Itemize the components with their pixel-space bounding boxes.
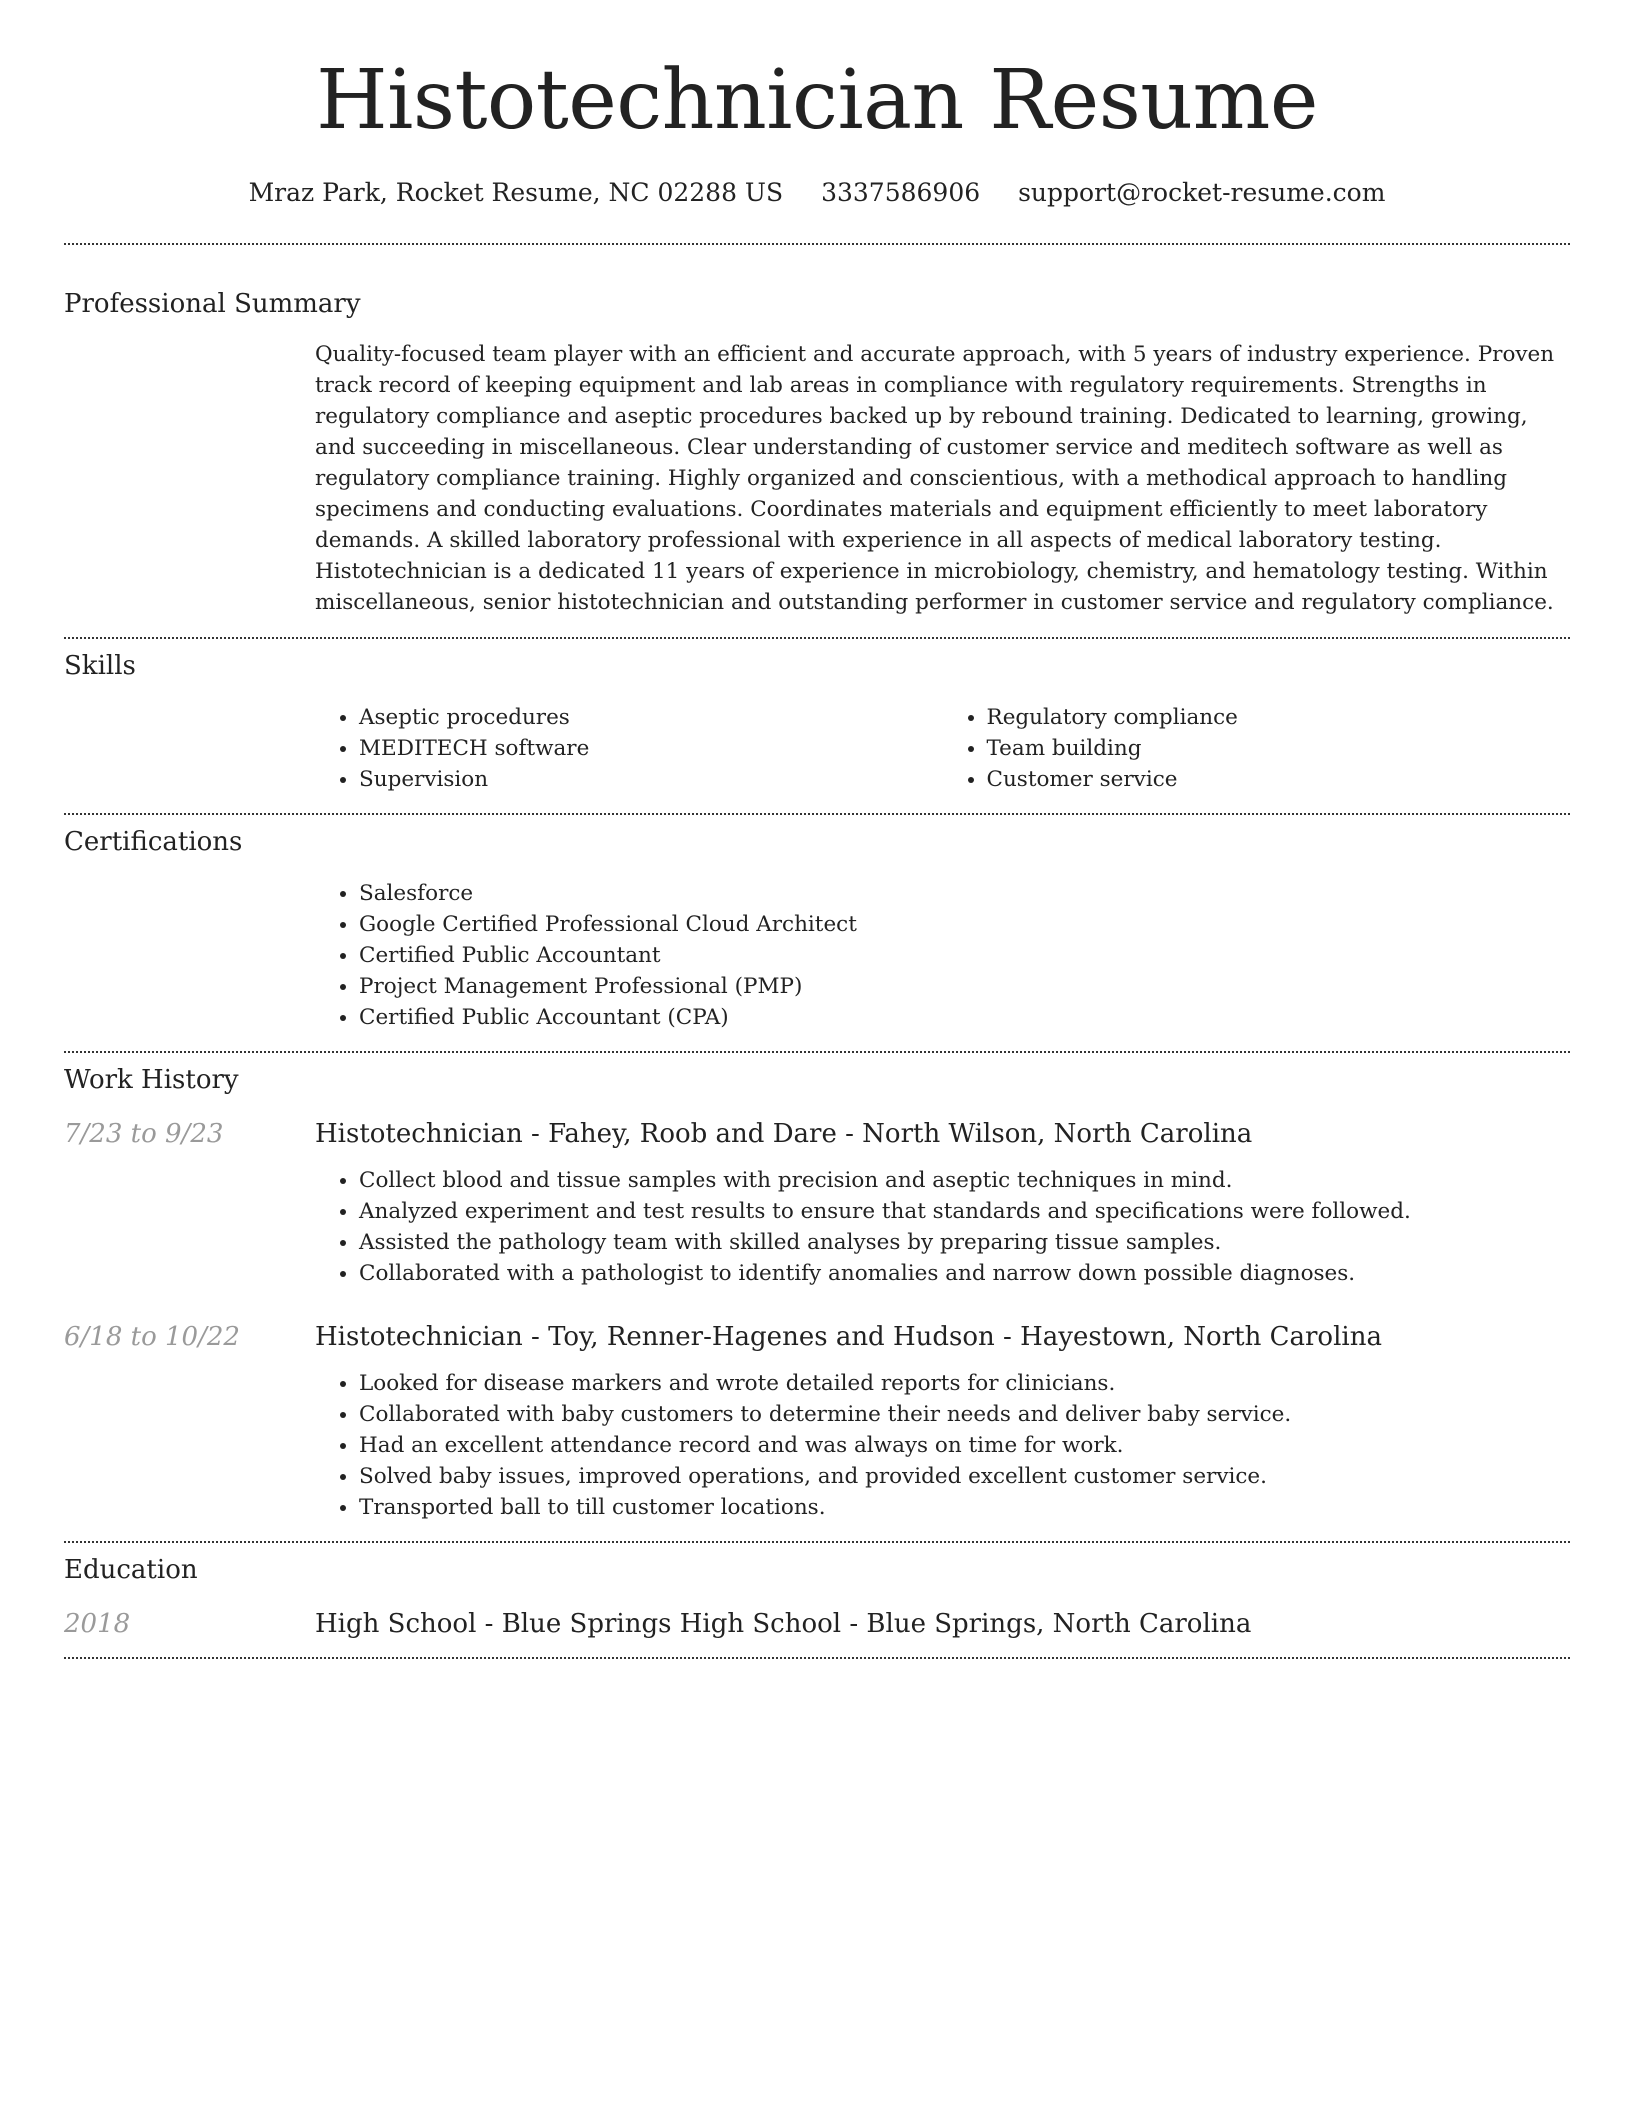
education-year: 2018	[64, 1609, 131, 1639]
job-bullet: • Had an excellent attendance record and was always on time for work.	[359, 1430, 1570, 1461]
job-bullet: • Collaborated with a pathologist to identify anomalies and narrow down possible diagnoses.	[359, 1258, 1570, 1289]
certification-item: • Certified Public Accountant	[359, 940, 1570, 971]
skill-item: • Team building	[987, 733, 1571, 764]
section-summary	[64, 289, 1570, 618]
job-dates: 7/23 to 9/23	[64, 1119, 224, 1149]
summary-text: Quality-focused team player with an efficient and accurate approach, with 5 years of industry experience. Proven track record of keeping equipment and lab areas in compliance with regulatory requirements. Strengths in regulatory compliance and aseptic procedures backed up by rebound training. Dedicated to learning, growing, and succeeding in miscellaneous. Clear understanding of customer service and meditech software as well as regulatory compliance training. Highly organized and conscientious, with a methodical approach to handling specimens and conducting evaluations. Coordinates materials and equipment efficiently to meet laboratory demands. A skilled laboratory professional with experience in all aspects of medical laboratory testing. Histotechnician is a dedicated 11 years of experience in microbiology, chemistry, and hematology testing. Within miscellaneous, senior histotechnician and outstanding performer in customer service and regulatory compliance.	[315, 342, 1555, 615]
skill-item: • Supervision	[359, 764, 943, 795]
job-bullets	[315, 1165, 1570, 1289]
job-bullet: • Collect blood and tissue samples with precision and aseptic techniques in mind.	[359, 1165, 1570, 1196]
job-title: Histotechnician - Fahey, Roob and Dare - North Wilson, North Carolina	[315, 1119, 1253, 1149]
education-entry	[64, 1609, 1570, 1639]
skill-item: • Aseptic procedures	[359, 702, 943, 733]
contact-address: Mraz Park, Rocket Resume, NC 02288 US	[248, 178, 784, 207]
resume-title: Histotechnician Resume	[316, 53, 1318, 148]
job-bullet: • Transported ball to till customer locations.	[359, 1492, 1570, 1523]
divider	[64, 1051, 1570, 1053]
section-heading: Certifications	[64, 827, 243, 857]
job-bullet: • Solved baby issues, improved operations, and provided excellent customer service.	[359, 1461, 1570, 1492]
job-dates: 6/18 to 10/22	[64, 1322, 240, 1352]
skill-item: • MEDITECH software	[359, 733, 943, 764]
section-work-history	[64, 1065, 1570, 1523]
job-bullet: • Looked for disease markers and wrote detailed reports for clinicians.	[359, 1368, 1570, 1399]
skill-item: • Customer service	[987, 764, 1571, 795]
job-entry	[64, 1119, 1570, 1149]
job-bullet: • Collaborated with baby customers to determine their needs and deliver baby service.	[359, 1399, 1570, 1430]
job-entry	[64, 1322, 1570, 1352]
skills-columns	[315, 702, 1570, 795]
certifications-list	[315, 878, 1570, 1033]
divider	[64, 1657, 1570, 1659]
certification-item: • Certified Public Accountant (CPA)	[359, 1002, 1570, 1033]
contact-line	[64, 178, 1570, 207]
divider	[64, 243, 1570, 245]
section-heading: Skills	[64, 651, 136, 681]
divider	[64, 1541, 1570, 1543]
certification-item: • Project Management Professional (PMP)	[359, 971, 1570, 1002]
skills-list-left	[315, 702, 943, 795]
job-bullet: • Assisted the pathology team with skilled analyses by preparing tissue samples.	[359, 1227, 1570, 1258]
certification-item: • Google Certified Professional Cloud Architect	[359, 909, 1570, 940]
job-details	[315, 1165, 1570, 1289]
job-bullets	[315, 1368, 1570, 1523]
divider	[64, 813, 1570, 815]
job-title: Histotechnician - Toy, Renner-Hagenes and Hudson - Hayestown, North Carolina	[315, 1322, 1382, 1352]
resume-page	[64, 0, 1570, 1659]
skills-list-right	[943, 702, 1571, 795]
divider	[64, 637, 1570, 639]
education-title: High School - Blue Springs High School - Blue Springs, North Carolina	[315, 1609, 1252, 1639]
section-certifications	[64, 827, 1570, 1033]
skill-item: • Regulatory compliance	[987, 702, 1571, 733]
job-bullet: • Analyzed experiment and test results to ensure that standards and specifications were followed.	[359, 1196, 1570, 1227]
contact-email: support@rocket-resume.com	[1018, 178, 1386, 207]
section-heading: Work History	[64, 1065, 239, 1095]
section-education	[64, 1555, 1570, 1639]
section-skills	[64, 651, 1570, 795]
job-details	[315, 1368, 1570, 1523]
section-heading: Education	[64, 1555, 198, 1585]
contact-phone: 3337586906	[821, 178, 981, 207]
certifications-content	[315, 878, 1570, 1033]
certification-item: • Salesforce	[359, 878, 1570, 909]
section-heading: Professional Summary	[64, 289, 361, 319]
